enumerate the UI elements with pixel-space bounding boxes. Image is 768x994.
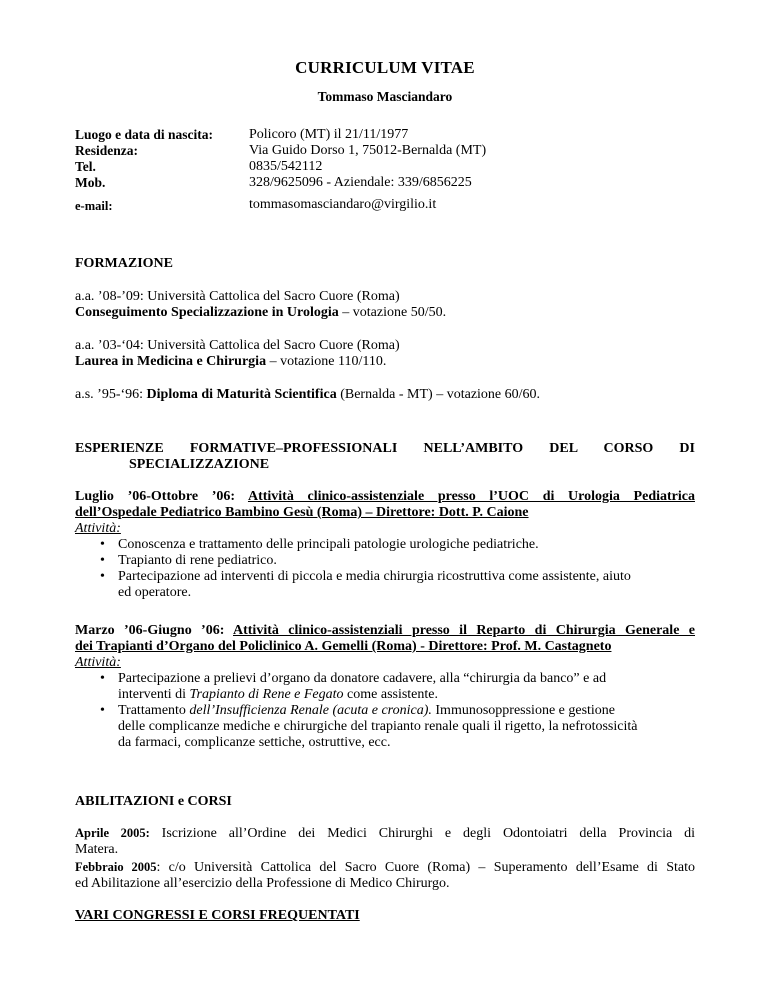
bullet-icon: • — [100, 553, 105, 568]
list-item: • Trattamento dell’Insufficienza Renale (acuta e cronica). Immunosoppressione e gestione delle complicanze mediche e chirurgiche del trapianto renale quali il rigetto, la nefrotossicità da farmaci, complicanze settiche, ostruttive, ecc. — [100, 703, 638, 750]
formazione-item-title: Laurea in Medicina e Chirurgia — [75, 354, 267, 369]
bullet-icon: • — [100, 569, 105, 584]
formazione-item-specializzazione — [75, 289, 695, 321]
esperienze-heading-line2: SPECIALIZZAZIONE — [129, 457, 270, 472]
list-item: • Trapianto di rene pediatrico. — [100, 553, 277, 568]
mob-label: Mob. — [75, 175, 106, 190]
formazione-item-line: a.a. ’08-’09: Università Cattolica del Sacro Cuore (Roma) — [75, 289, 400, 304]
mob-value: 328/9625096 - Aziendale: 339/6856225 — [249, 175, 472, 190]
experience-period: Marzo ’06-Giugno ’06: — [75, 623, 233, 638]
tel-label: Tel. — [75, 159, 96, 174]
activity-list — [75, 671, 695, 751]
attivita-label: Attività: — [75, 521, 121, 536]
formazione-item-title: Diploma di Maturità Scientifica — [146, 387, 337, 402]
abilitazioni-item-iscrizione: Aprile 2005: Iscrizione all’Ordine dei Medici Chirurghi e degli Odontoiatri della Provincia di Matera. — [75, 826, 695, 857]
experience-title-line1: Attività clinico-assistenziale presso l’UOC di Urologia Pediatrica — [247, 489, 695, 504]
list-item: • Partecipazione a prelievi d’organo da donatore cadavere, alla “chirurgia da banco” e ad interventi di Trapianto di Rene e Fegato come assistente. — [100, 671, 607, 702]
formazione-item-grade: (Bernalda - MT) – votazione 60/60. — [336, 387, 541, 402]
tel-value: 0835/542112 — [249, 159, 323, 174]
formazione-item-grade: – votazione 50/50. — [338, 305, 447, 320]
residence-label: Residenza: — [75, 143, 138, 158]
list-item: • Conoscenza e trattamento delle principali patologie urologiche pediatriche. — [100, 537, 539, 552]
formazione-item-period: a.s. ’95-‘96: — [75, 387, 147, 402]
activity-list — [75, 537, 695, 601]
bullet-icon: • — [100, 537, 105, 552]
esperienze-heading — [75, 441, 695, 473]
email-label: e-mail: — [75, 199, 113, 213]
formazione-item-title: Conseguimento Specializzazione in Urologia — [75, 305, 339, 320]
birth-label: Luogo e data di nascita: — [75, 127, 214, 142]
abilitazioni-heading: ABILITAZIONI e CORSI — [75, 794, 232, 809]
formazione-heading: FORMAZIONE — [75, 256, 173, 271]
bullet-icon: • — [100, 703, 105, 718]
congressi-heading: VARI CONGRESSI E CORSI FREQUENTATI — [75, 908, 360, 923]
abilitazioni-item-esame-stato: Febbraio 2005: c/o Università Cattolica del Sacro Cuore (Roma) – Superamento dell’Esame di Stato ed Abilitazione all’esercizio della Professione di Medico Chirurgo. — [75, 860, 695, 891]
list-item: • Partecipazione ad interventi di piccola e media chirurgia ricostruttiva come assistente, aiuto ed operatore. — [100, 569, 631, 600]
residence-value: Via Guido Dorso 1, 75012-Bernalda (MT) — [249, 143, 487, 158]
formazione-item-diploma — [75, 387, 695, 403]
person-name: Tommaso Masciandaro — [317, 89, 453, 104]
page-title: CURRICULUM VITAE — [295, 58, 475, 77]
formazione-item-laurea — [75, 338, 695, 370]
formazione-item-line: a.a. ’03-‘04: Università Cattolica del Sacro Cuore (Roma) — [75, 338, 400, 353]
email-value: tommasomasciandaro@virgilio.it — [249, 197, 437, 212]
abilitazioni-item-date: Aprile 2005: — [75, 826, 150, 840]
experience-title-line1: Attività clinico-assistenziali presso il Reparto di Chirurgia Generale e — [233, 623, 696, 638]
abilitazioni-item-date: Febbraio 2005 — [75, 860, 157, 874]
experience-title-line2: dell’Ospedale Pediatrico Bambino Gesù (Roma) – Direttore: Dott. P. Caione — [75, 505, 529, 520]
experience-item-urologia-pediatrica — [75, 489, 695, 601]
experience-title-line2: dei Trapianti d’Organo del Policlinico A. Gemelli (Roma) - Direttore: Prof. M. Castagneto — [75, 639, 612, 654]
birth-value: Policoro (MT) il 21/11/1977 — [249, 127, 409, 142]
experience-period: Luglio ’06-Ottobre ’06: — [75, 489, 248, 504]
bullet-icon: • — [100, 671, 105, 686]
experience-item-chirurgia-generale — [75, 623, 695, 751]
attivita-label: Attività: — [75, 655, 121, 670]
formazione-item-grade: – votazione 110/110. — [266, 354, 387, 369]
esperienze-heading-line1: ESPERIENZE FORMATIVE–PROFESSIONALI NELL’AMBITO DEL CORSO DI — [75, 441, 695, 456]
